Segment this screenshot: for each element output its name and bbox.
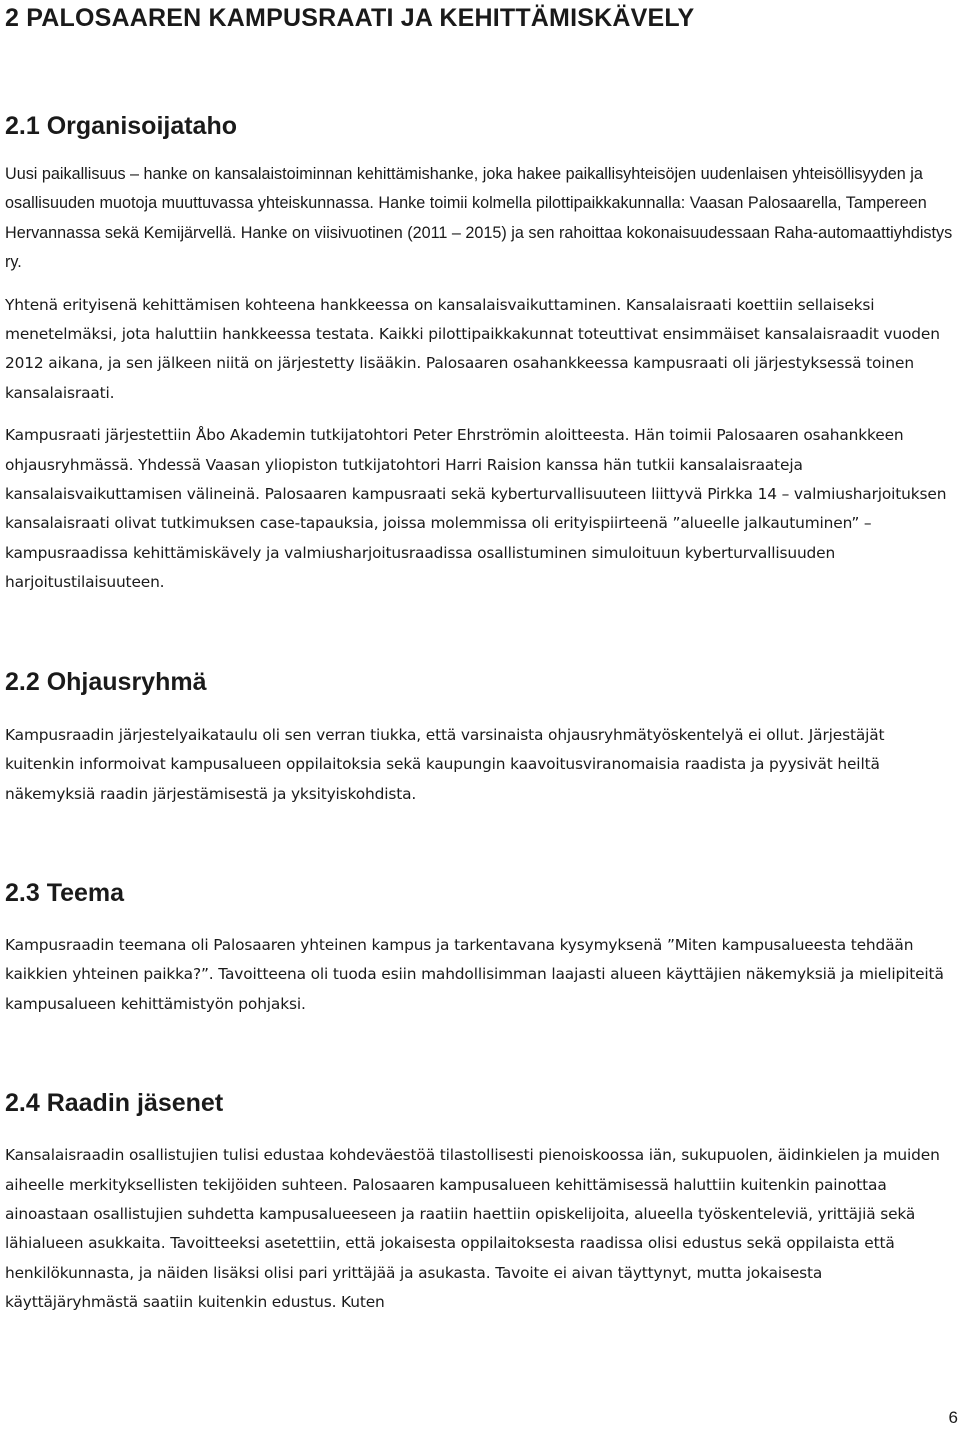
page-number: 6	[948, 1408, 958, 1427]
paragraph-hanke-intro: Uusi paikallisuus – hanke on kansalaistoiminnan kehittämishanke, joka hakee paikallisyhteisöjen uudenlaisen yhteisöllisyyden ja osallisuuden muotoja muuttuvassa yhteiskunnassa. Hanke toimii kolmella pilottipaikkakunnalla: Vaasan Palosaarella, Tampereen Hervannassa sekä Kemijärvellä. Hanke on viisivuotinen (2011 – 2015) ja sen rahoittaa kokonaisuudessaan Raha-automaattiyhdistys ry.	[5, 165, 953, 272]
section-heading-teema: 2.3 Teema	[5, 878, 125, 907]
paragraph-kampusraati-origin: Kampusraati järjestettiin Åbo Akademin tutkijatohtori Peter Ehrströmin aloitteesta. Hän toimii Palosaaren osahankkeen ohjausryhmässä. Yhdessä Vaasan yliopiston tutkijatohtori Harri Raision kanssa hän tutkii kansalaisraateja kansalaisvaikuttamisen välineinä. Palosaaren kampusraati sekä kyberturvallisuuteen liittyvä Pirkka 14 – valmiusharjoituksen kansalaisraati olivat tutkimuksen case-tapauksia, joissa molemmissa oli erityispiirteenä ”alueelle jalkautuminen” – kampusraadissa kehittämiskävely ja valmiusharjoitusraadissa osallistuminen simuloituun kyberturvallisuuden harjoitustilaisuuteen.	[5, 426, 947, 592]
paragraph-kansalaisvaikuttaminen: Yhtenä erityisenä kehittämisen kohteena hankkeessa on kansalaisvaikuttaminen. Kansalaisraati koettiin sellaiseksi menetelmäksi, jota haluttiin hankkeessa testata. Kaikki pilottipaikkakunnat toteuttivat ensimmäiset kansalaisraadit vuoden 2012 aikana, ja sen jälkeen niitä on järjestetty lisääkin. Palosaaren osahankkeessa kampusraati oli järjestyksessä toinen kansalaisraati.	[5, 295, 940, 402]
paragraph-ohjausryhma: Kampusraadin järjestelyaikataulu oli sen verran tiukka, että varsinaista ohjausryhmätyöskentelyä ei ollut. Järjestäjät kuitenkin informoivat kampusalueen oppilaitoksia sekä kaupungin kaavoitusviranomaisia raadista ja pyysivät heiltä näkemyksiä raadin järjestämisestä ja yksityiskohdista.	[5, 725, 885, 803]
paragraph-raadin-jasenet: Kansalaisraadin osallistujien tulisi edustaa kohdeväestöä tilastollisesti pienoiskoossa iän, sukupuolen, äidinkielen ja muiden aiheelle merkityksellisten tekijöiden suhteen. Palosaaren kampusalueen kehittämisessä haluttiin kuitenkin painottaa ainoastaan osallistujien suhdetta kampusalueeseen ja raatiin haettiin opiskelijoita, alueella työskenteleviä, yrittäjiä sekä lähialueen asukkaita. Tavoitteeksi asetettiin, että jokaisesta oppilaitoksesta raadissa olisi edustus sekä oppilaista että henkilökunnasta, ja näiden lisäksi olisi pari yrittäjää ja asukasta. Tavoite ei aivan täyttynyt, mutta jokaisesta käyttäjäryhmästä saatiin kuitenkin edustus. Kuten	[5, 1146, 940, 1312]
section-heading-ohjausryhma: 2.2 Ohjausryhmä	[5, 667, 207, 696]
section-heading-raadin-jasenet: 2.4 Raadin jäsenet	[5, 1089, 224, 1118]
section-heading-organisoijataho: 2.1 Organisoijataho	[5, 112, 238, 140]
main-heading: 2 PALOSAAREN KAMPUSRAATI JA KEHITTÄMISKÄVELY	[5, 4, 695, 32]
paragraph-teema: Kampusraadin teemana oli Palosaaren yhteinen kampus ja tarkentavana kysymyksenä ”Miten kampusalueesta tehdään kaikkien yhteinen paikka?”. Tavoitteena oli tuoda esiin mahdollisimman laajasti alueen käyttäjien näkemyksiä ja mielipiteitä kampusalueen kehittämistyön pohjaksi.	[5, 935, 944, 1013]
